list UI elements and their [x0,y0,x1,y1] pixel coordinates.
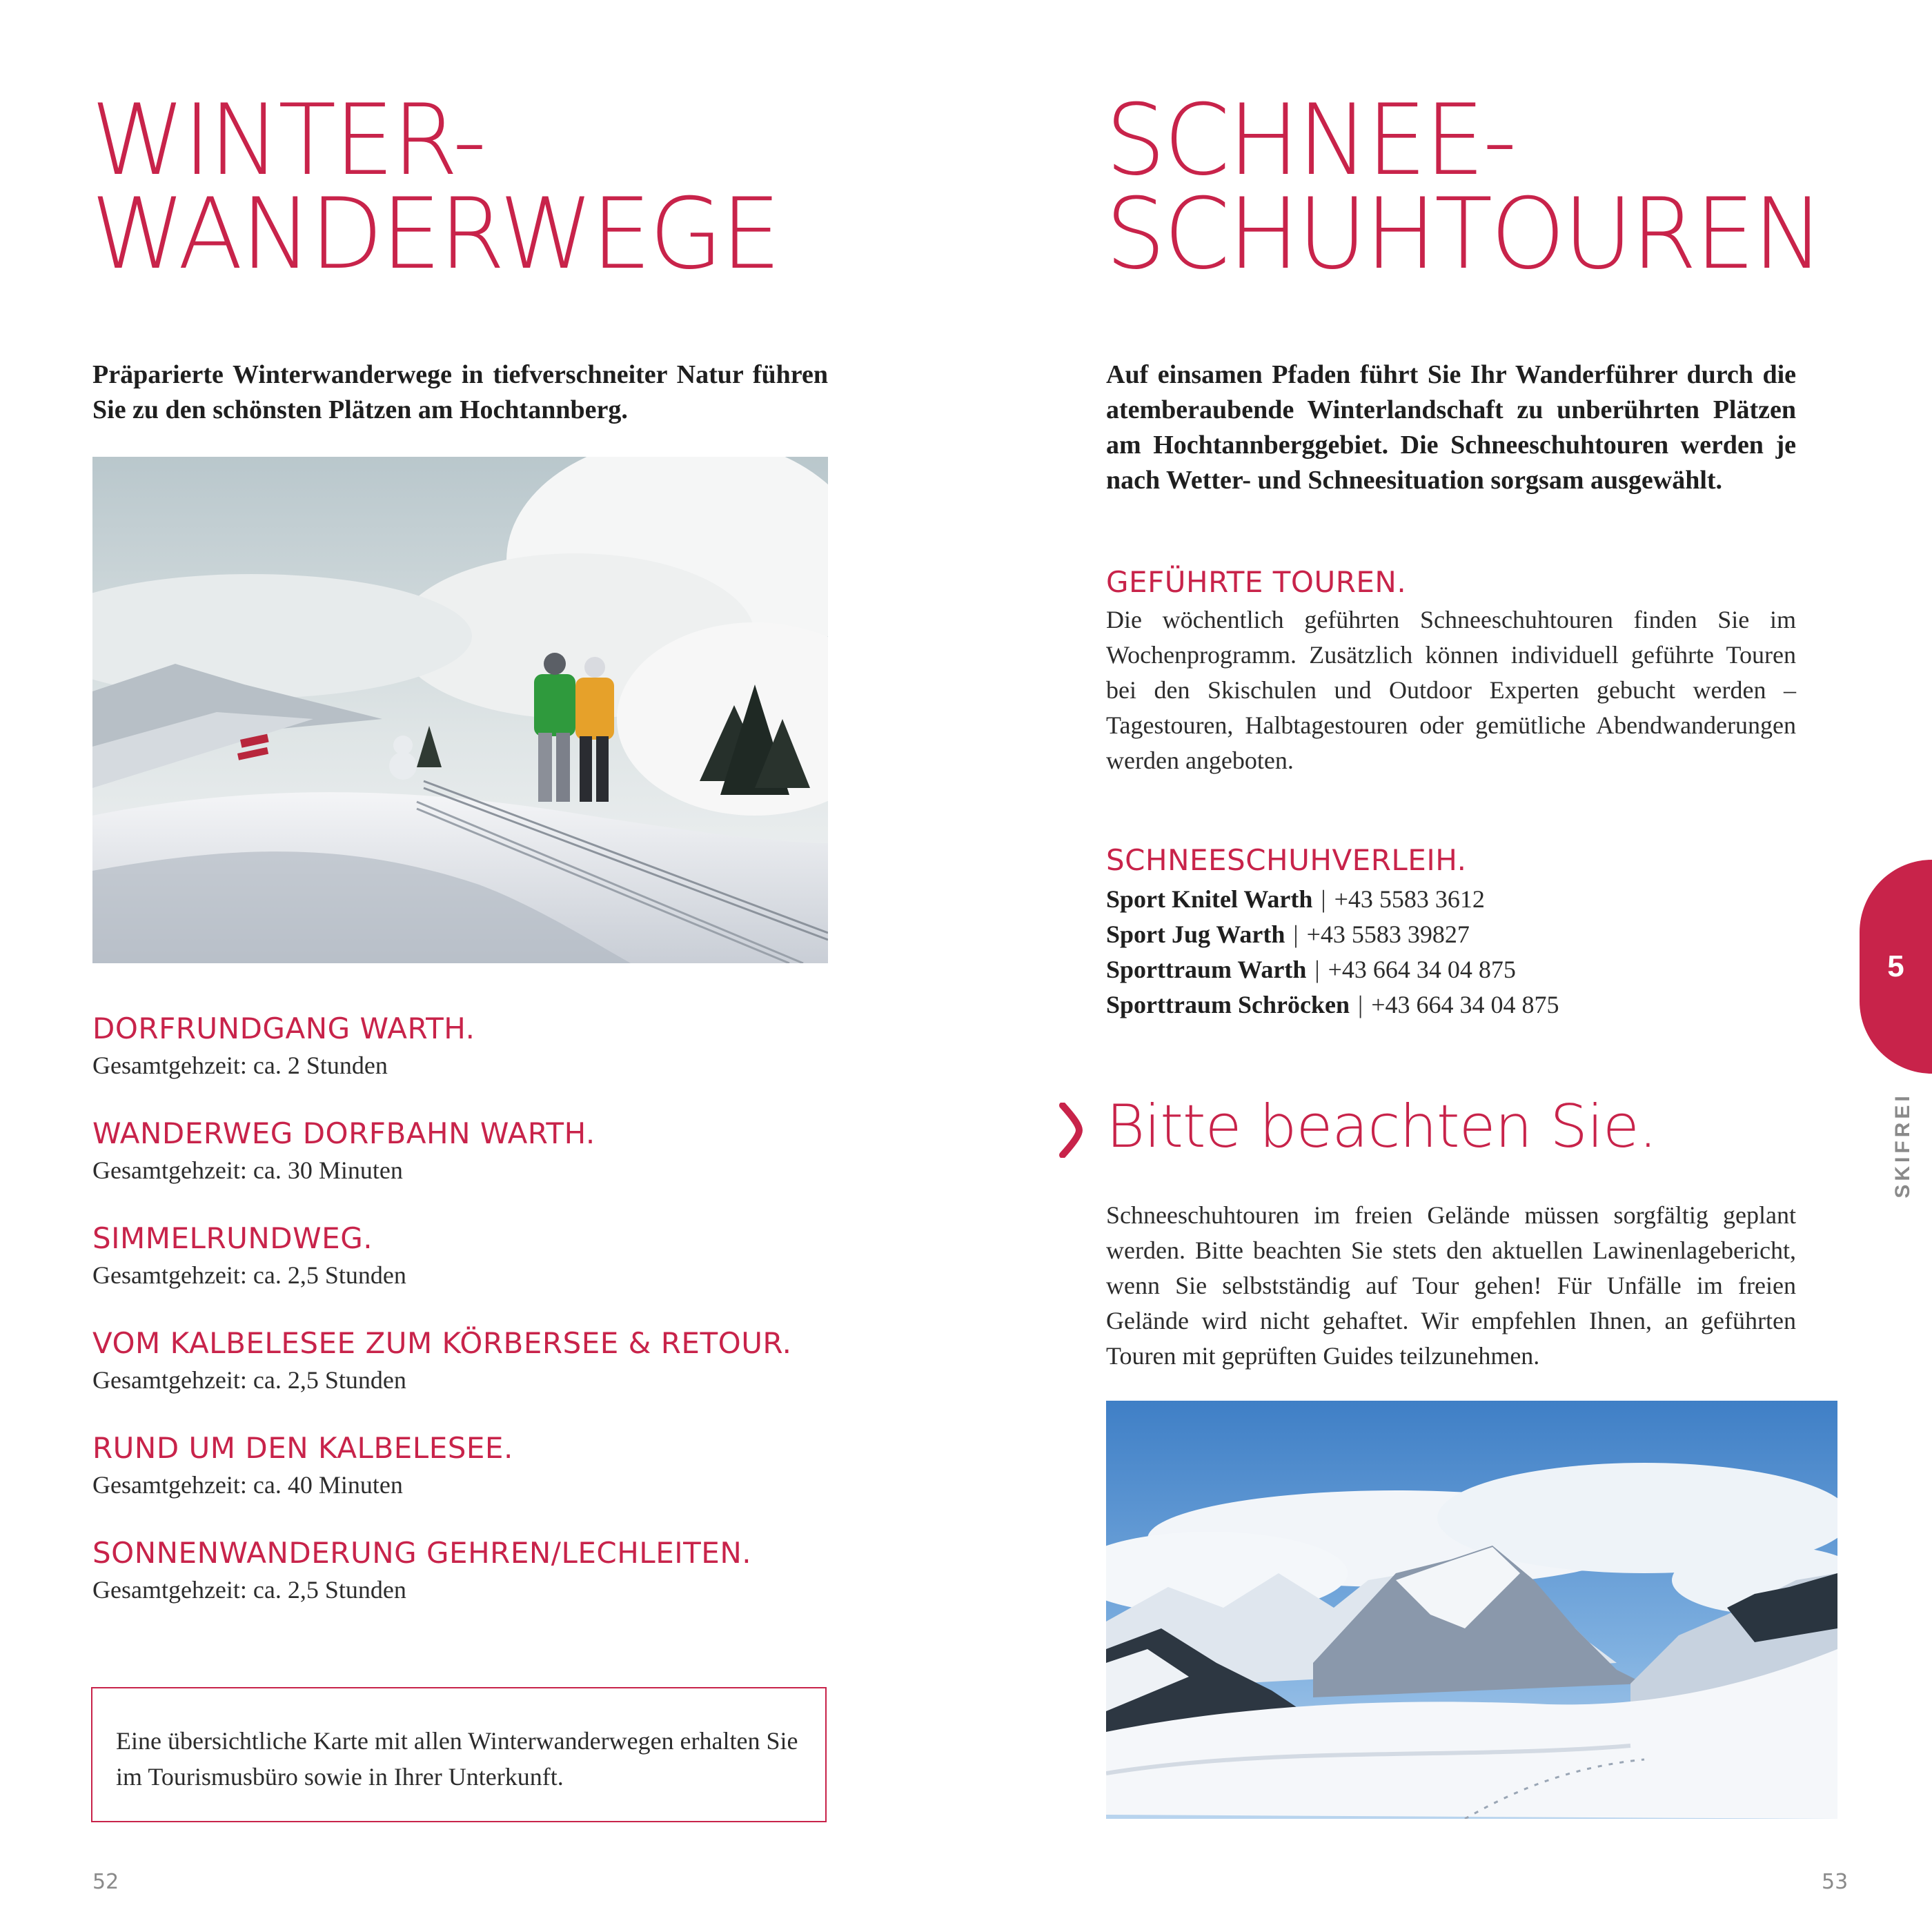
lead-paragraph: Auf einsamen Pfaden führt Sie Ihr Wanderführer durch die atemberaubende Winterlandschaft zu unberührten Plätzen am Hochtannberggebiet. Die Schneeschuhtouren werden je nach Wetter- und Schneesituation sorgsam ausgewählt. [1106,360,1796,495]
shop-phone: +43 5583 39827 [1306,920,1470,948]
separator: | [1314,956,1320,983]
lead-paragraph: Präparierte Winterwanderwege in tiefverschneiter Natur führen Sie zu den schönsten Plätzen am Hochtannberg. [92,360,828,424]
rental-list [1106,882,1796,1023]
route-item [92,1533,845,1638]
route-duration: Gesamtgehzeit: ca. 2,5 Stunden [92,1366,406,1394]
route-duration: Gesamtgehzeit: ca. 2 Stunden [92,1052,388,1079]
title-line: WANDERWEGE [91,177,780,291]
separator: | [1358,991,1363,1018]
route-duration: Gesamtgehzeit: ca. 40 Minuten [92,1471,403,1499]
route-name: DORFRUNDGANG WARTH. [92,1012,475,1045]
shop-phone: +43 664 34 04 875 [1328,956,1516,983]
route-duration: Gesamtgehzeit: ca. 2,5 Stunden [92,1576,406,1604]
chapter-tab [1860,860,1932,1074]
route-name: VOM KALBELESEE ZUM KÖRBERSEE & RETOUR. [92,1326,792,1360]
note-title: Bitte beachten Sie. [1106,1092,1657,1161]
title-line: WINTER- [91,83,485,197]
page-number: 52 [92,1870,119,1894]
route-item [92,1114,845,1219]
route-duration: Gesamtgehzeit: ca. 30 Minuten [92,1156,403,1184]
title-line: SCHNEE- [1105,83,1515,197]
route-list [92,1009,845,1638]
rental-shop-row [1106,987,1796,1023]
guided-tours-text: Die wöchentlich geführten Schneeschuhtouren finden Sie im Wochenprogramm. Zusätzlich können individuell geführte Touren bei den Skischulen und Outdoor Experten gebucht werden – Tagestouren, Halbtagestouren oder gemütliche Abendwanderungen werden angeboten. [1106,606,1796,774]
shop-phone: +43 664 34 04 875 [1371,991,1559,1018]
route-item [92,1009,845,1114]
shop-name: Sporttraum Warth [1106,956,1307,983]
rental-shop-row [1106,917,1796,952]
rental-shop-row [1106,882,1796,917]
route-item [92,1428,845,1533]
map-info-box: Eine übersichtliche Karte mit allen Winterwanderwegen erhalten Sie im Tourismusbüro sowie in Ihrer Unterkunft. [91,1687,827,1822]
rental-heading: SCHNEESCHUHVERLEIH. [1106,843,1467,877]
route-item [92,1323,845,1428]
winter-walkers-photo [92,457,828,963]
shop-phone: +43 5583 3612 [1334,885,1485,913]
rental-shop-row [1106,952,1796,987]
route-name: WANDERWEG DORFBAHN WARTH. [92,1116,595,1150]
route-item [92,1219,845,1323]
shop-name: Sporttraum Schröcken [1106,991,1350,1018]
chapter-number: 5 [1887,949,1904,983]
separator: | [1321,885,1326,913]
page-number: 53 [1822,1870,1849,1894]
right-page [966,0,1932,1932]
guided-tours-heading: GEFÜHRTE TOUREN. [1106,565,1407,599]
route-name: SONNENWANDERUNG GEHREN/LECHLEITEN. [92,1536,752,1570]
route-name: SIMMELRUNDWEG. [92,1221,373,1255]
mountain-landscape-photo [1106,1401,1837,1819]
note-text: Schneeschuhtouren im freien Gelände müssen sorgfältig geplant werden. Bitte beachten Sie stets den aktuellen Lawinenlagebericht, wenn Sie selbstständig auf Tour gehen! Für Unfälle im freien Gelände wird nicht gehaftet. Wir empfehlen Ihnen, an geführten Touren mit geprüften Guides teilzunehmen. [1106,1201,1796,1370]
page-title-schneeschuhtouren [1105,83,1822,291]
shop-name: Sport Knitel Warth [1106,885,1313,913]
separator: | [1293,920,1299,948]
route-name: RUND UM DEN KALBELESEE. [92,1431,513,1465]
title-line: SCHUHTOUREN [1105,177,1822,291]
chevron-right-icon [1058,1103,1083,1158]
chapter-label: SKIFREI [1891,1092,1914,1199]
shop-name: Sport Jug Warth [1106,920,1285,948]
page-title-winterwanderwege [91,83,780,291]
route-duration: Gesamtgehzeit: ca. 2,5 Stunden [92,1261,406,1289]
